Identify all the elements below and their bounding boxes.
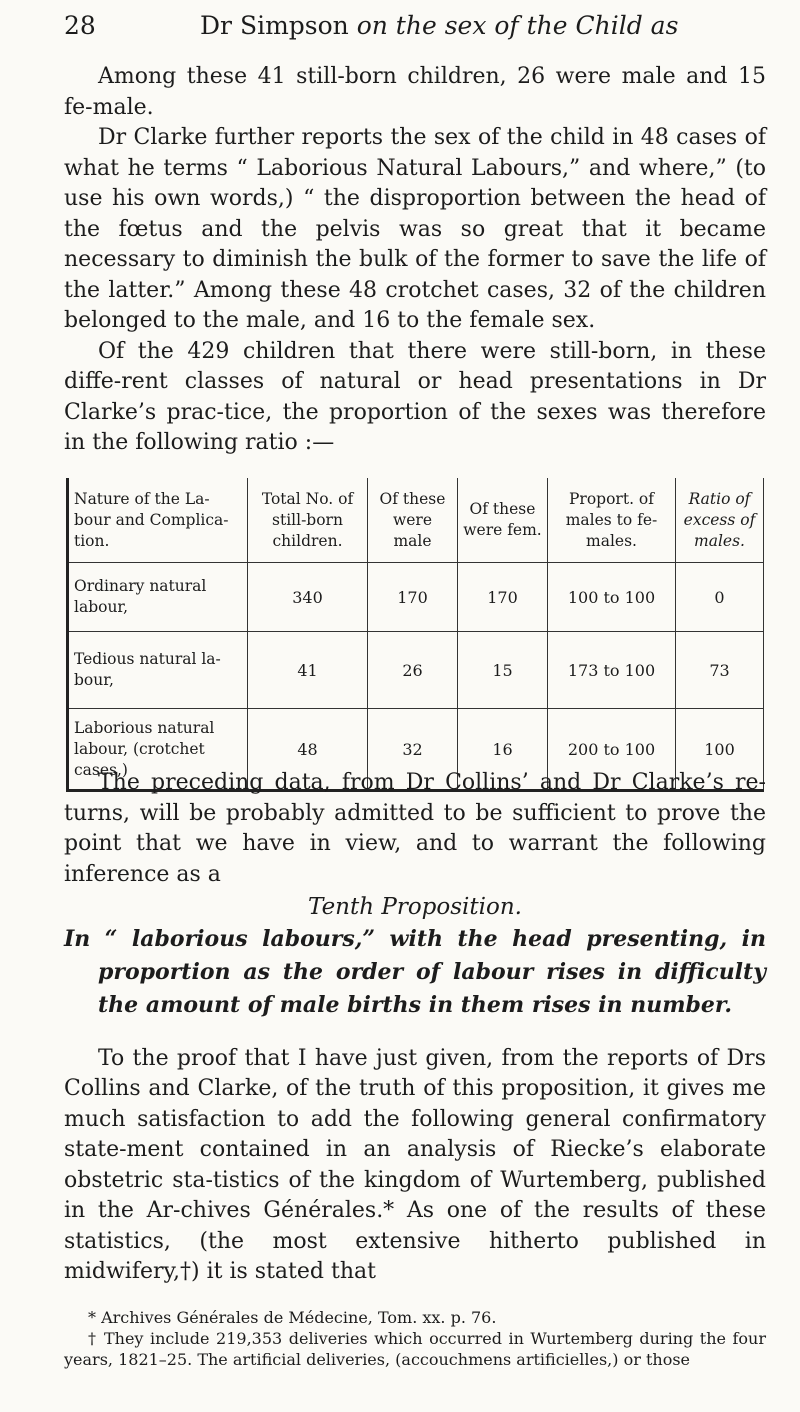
running-title-plain: Dr Simpson — [200, 11, 357, 40]
cell-proportion: 173 to 100 — [548, 632, 676, 709]
page-header — [64, 6, 764, 46]
cell-male: 170 — [368, 563, 458, 632]
footnotes — [64, 1307, 766, 1370]
cell-male: 26 — [368, 632, 458, 709]
paragraph-clarke-report: Dr Clarke further reports the sex of the child in 48 cases of what he terms “ Laborious Natural Labours,” and where,” (to use his own words,) “ the disproportion between the head of the fœtus and the pelvis was so great that it became necessary to diminish the bulk of the former to save the life of the latter.” Among these 48 crotchet cases, 32 of the children belonged to the male, and 16 to the female sex. — [64, 125, 766, 333]
paragraph-proportion-intro: Of the 429 children that there were still-born, in these diffe-rent classes of natural or head presentations in Dr Clarke’s prac-tice, the proportion of the sexes was therefore in the following ratio :— — [64, 338, 766, 455]
cell-female: 170 — [458, 563, 548, 632]
footnote-deliveries: † They include 219,353 deliveries which occurred in Wurtemberg during the four years, 1821–25. The artificial deliveries, (accouchmens artificielles,) or those — [64, 1329, 766, 1369]
cell-male: 32 — [368, 709, 458, 791]
cell-proportion: 200 to 100 — [548, 709, 676, 791]
sex-ratio-table — [66, 478, 764, 792]
proposition-text: In “ laborious labours,” with the head presenting, in proportion as the order of labour rises in difficulty the amount of male births in them rises in number. — [64, 925, 766, 1018]
col-header-nature: Nature of the La-bour and Complica-tion. — [68, 478, 248, 563]
cell-nature: Tedious natural la-bour, — [68, 632, 248, 709]
cell-total: 48 — [248, 709, 368, 791]
after-table-block — [64, 768, 766, 1288]
cell-ratio: 0 — [676, 563, 764, 632]
footnote-archives: * Archives Générales de Médecine, Tom. xx. p. 76. — [88, 1308, 497, 1327]
col-header-male: Of these were male — [368, 478, 458, 563]
col-header-proportion: Proport. of males to fe-males. — [548, 478, 676, 563]
table-row — [68, 632, 764, 709]
page-number: 28 — [64, 11, 96, 40]
col-header-total: Total No. of still-born children. — [248, 478, 368, 563]
cell-female: 15 — [458, 632, 548, 709]
cell-female: 16 — [458, 709, 548, 791]
top-text-block — [64, 62, 766, 459]
running-title-italic: on the sex of the Child as — [356, 11, 679, 40]
col-header-female: Of these were fem. — [458, 478, 548, 563]
cell-ratio: 100 — [676, 709, 764, 791]
cell-nature: Ordinary natural labour, — [68, 563, 248, 632]
table-row — [68, 563, 764, 632]
paragraph-still-born-count: Among these 41 still-born children, 26 were male and 15 fe-male. — [64, 64, 766, 120]
cell-total: 340 — [248, 563, 368, 632]
cell-ratio: 73 — [676, 632, 764, 709]
paragraph-wurtemberg: To the proof that I have just given, from the reports of Drs Collins and Clarke, of the truth of this proposition, it gives me much satisfaction to add the following general confirmatory state-ment contained in an analysis of Riecke’s elaborate obstetric sta-tistics of the kingdom of Wurtemberg, published in the Ar-chives Générales.* As one of the results of these statistics, (the most extensive hitherto published in midwifery,†) it is stated that — [64, 1045, 766, 1284]
col-header-ratio: Ratio of excess of males. — [676, 478, 764, 563]
cell-nature: Laborious natural labour, (crotchet cases,) — [68, 709, 248, 791]
cell-proportion: 100 to 100 — [548, 563, 676, 632]
running-title — [200, 6, 678, 46]
paragraph-preceding-data: The preceding data, from Dr Collins’ and Dr Clarke’s re-turns, will be probably admitted to be sufficient to prove the point that we have in view, and to warrant the following inference as a — [64, 770, 766, 887]
table-header-row — [68, 478, 764, 563]
cell-total: 41 — [248, 632, 368, 709]
spacer — [64, 1022, 766, 1044]
proposition-title: Tenth Proposition. — [308, 894, 522, 920]
